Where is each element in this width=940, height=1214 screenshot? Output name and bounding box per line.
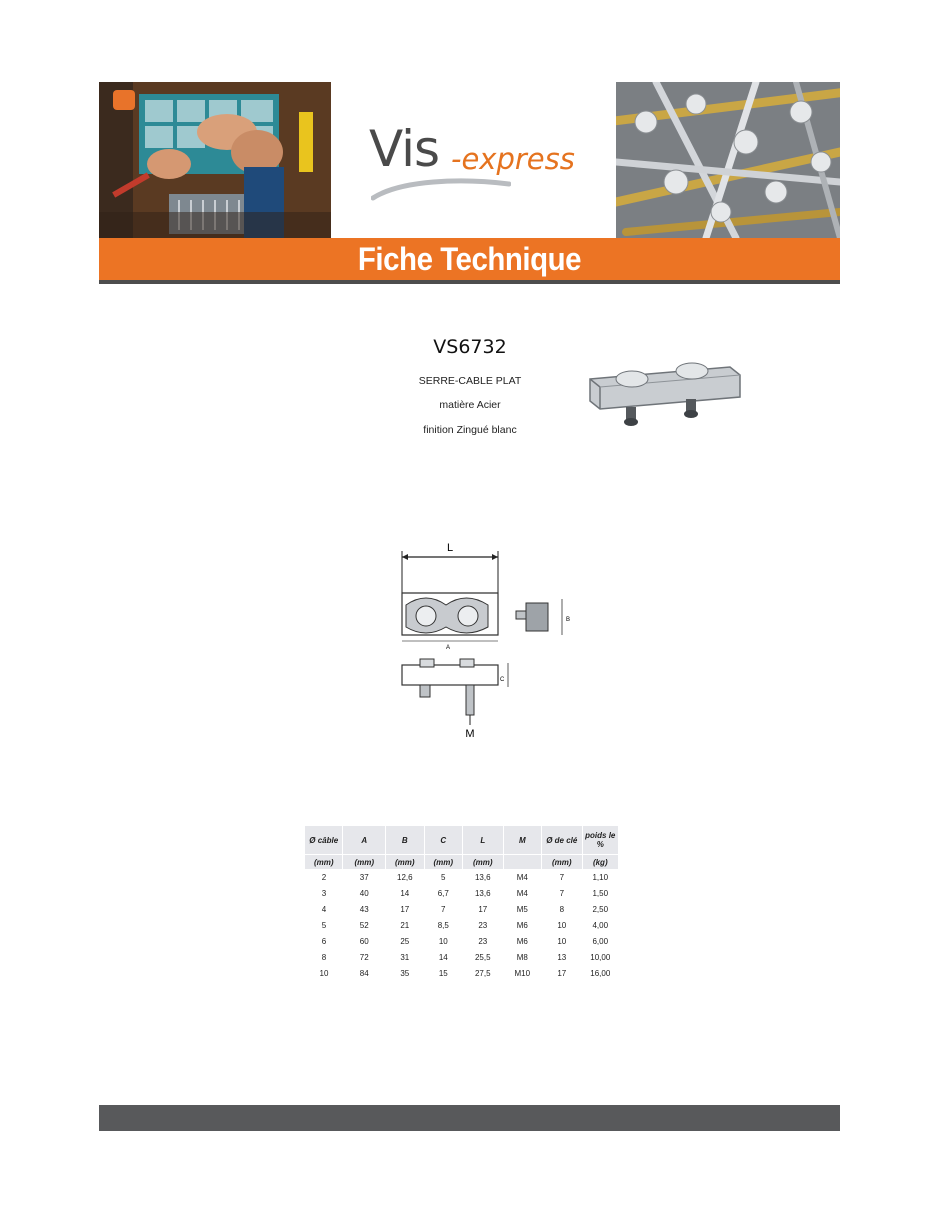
table-cell: 25,5 bbox=[474, 952, 491, 962]
table-row bbox=[305, 885, 619, 901]
table-cell: 8,5 bbox=[437, 920, 449, 930]
table-cell: 37 bbox=[359, 872, 369, 882]
product-finish: finition Zingué blanc bbox=[423, 424, 517, 436]
table-cell: 13 bbox=[557, 952, 567, 962]
table-cell: 16,00 bbox=[590, 968, 611, 978]
unit-cell: (mm) bbox=[463, 855, 504, 870]
table-cell: 3 bbox=[321, 888, 327, 898]
table-cell: 21 bbox=[400, 920, 410, 930]
unit-cell: (mm) bbox=[424, 855, 462, 870]
table-cell: 25 bbox=[400, 936, 410, 946]
table-cell: 17 bbox=[557, 968, 567, 978]
header-banner bbox=[99, 82, 840, 284]
table-cell: 10,00 bbox=[590, 952, 611, 962]
column-header: Ø câble bbox=[305, 826, 343, 855]
table-cell: M4 bbox=[516, 872, 528, 882]
unit-cell bbox=[503, 855, 541, 870]
table-cell: 27,5 bbox=[474, 968, 491, 978]
table-cell: 14 bbox=[438, 952, 448, 962]
table-cell: 17 bbox=[478, 904, 488, 914]
table-cell: 1,50 bbox=[592, 888, 609, 898]
table-cell: 84 bbox=[359, 968, 369, 978]
column-header: B bbox=[386, 826, 424, 855]
table-cell: 15 bbox=[438, 968, 448, 978]
table-cell: 10 bbox=[557, 920, 567, 930]
table-unit-row bbox=[305, 855, 619, 870]
banner-divider bbox=[99, 280, 840, 284]
column-header: M bbox=[503, 826, 541, 855]
dimension-label-L: L bbox=[446, 542, 454, 554]
logo-main-text: Vis bbox=[369, 120, 440, 178]
table-row bbox=[305, 869, 619, 885]
table-row bbox=[305, 965, 619, 981]
unit-cell: (mm) bbox=[343, 855, 386, 870]
table-cell: 52 bbox=[359, 920, 369, 930]
vis-express-logo bbox=[331, 82, 616, 238]
table-cell: 12,6 bbox=[397, 872, 413, 882]
dimension-label-B: B bbox=[566, 617, 571, 623]
footer-bar bbox=[99, 1105, 840, 1131]
column-header: Ø de clé bbox=[542, 826, 583, 855]
table-cell: 13,6 bbox=[474, 872, 491, 882]
table-cell: 2,50 bbox=[592, 904, 609, 914]
dimension-label-M: M bbox=[465, 728, 475, 740]
table-cell: 8 bbox=[559, 904, 565, 914]
table-cell: 40 bbox=[359, 888, 369, 898]
column-header: C bbox=[424, 826, 462, 855]
table-cell: 7 bbox=[559, 872, 565, 882]
column-header: poids le % bbox=[582, 826, 618, 855]
table-cell: 7 bbox=[441, 904, 446, 914]
table-cell: 31 bbox=[400, 952, 410, 962]
table-cell: 8 bbox=[321, 952, 327, 962]
table-row bbox=[305, 933, 619, 949]
table-row bbox=[305, 917, 619, 933]
tools-photo bbox=[99, 82, 331, 238]
table-cell: 23 bbox=[478, 936, 488, 946]
table-cell: 1,10 bbox=[592, 872, 609, 882]
spec-table bbox=[305, 826, 619, 981]
table-cell: 10 bbox=[557, 936, 567, 946]
unit-cell: (kg) bbox=[582, 855, 618, 870]
product-name: SERRE-CABLE PLAT bbox=[418, 375, 522, 387]
table-cell: 10 bbox=[319, 968, 329, 978]
column-header: L bbox=[463, 826, 504, 855]
logo-accent-text: -express bbox=[451, 142, 575, 176]
table-cell: 23 bbox=[478, 920, 488, 930]
table-cell: 60 bbox=[359, 936, 369, 946]
table-cell: 6,7 bbox=[437, 888, 449, 898]
table-cell: 35 bbox=[400, 968, 410, 978]
table-cell: 4,00 bbox=[592, 920, 609, 930]
table-cell: M4 bbox=[516, 888, 528, 898]
dimension-label-C: C bbox=[500, 677, 505, 683]
table-cell: 13,6 bbox=[474, 888, 491, 898]
table-cell: M6 bbox=[516, 920, 528, 930]
table-cell: 72 bbox=[359, 952, 369, 962]
cable-clamp-photo bbox=[580, 345, 750, 435]
unit-cell: (mm) bbox=[386, 855, 424, 870]
table-cell: 10 bbox=[438, 936, 448, 946]
table-cell: M5 bbox=[516, 904, 528, 914]
product-code: VS6732 bbox=[433, 336, 507, 358]
banner-title: Fiche Technique bbox=[357, 241, 582, 277]
dimension-label-A: A bbox=[445, 645, 451, 651]
table-cell: 2 bbox=[321, 872, 327, 882]
table-cell: M10 bbox=[514, 968, 531, 978]
table-row bbox=[305, 949, 619, 965]
table-cell: M6 bbox=[516, 936, 528, 946]
table-cell: 6 bbox=[321, 936, 327, 946]
table-cell: 43 bbox=[359, 904, 369, 914]
column-header: A bbox=[343, 826, 386, 855]
screws-photo bbox=[616, 82, 840, 238]
table-cell: 5 bbox=[321, 920, 327, 930]
logo-swoosh-icon bbox=[371, 176, 511, 202]
table-cell: 17 bbox=[400, 904, 410, 914]
table-header-row bbox=[305, 826, 619, 855]
table-cell: 5 bbox=[441, 872, 446, 882]
unit-cell: (mm) bbox=[542, 855, 583, 870]
product-material: matière Acier bbox=[439, 399, 501, 411]
technical-drawing bbox=[390, 535, 580, 745]
table-cell: 7 bbox=[559, 888, 565, 898]
table-cell: 14 bbox=[400, 888, 410, 898]
title-bar bbox=[99, 238, 840, 280]
table-row bbox=[305, 901, 619, 917]
table-cell: 6,00 bbox=[592, 936, 609, 946]
unit-cell: (mm) bbox=[305, 855, 343, 870]
table-cell: 4 bbox=[321, 904, 327, 914]
table-cell: M8 bbox=[516, 952, 528, 962]
